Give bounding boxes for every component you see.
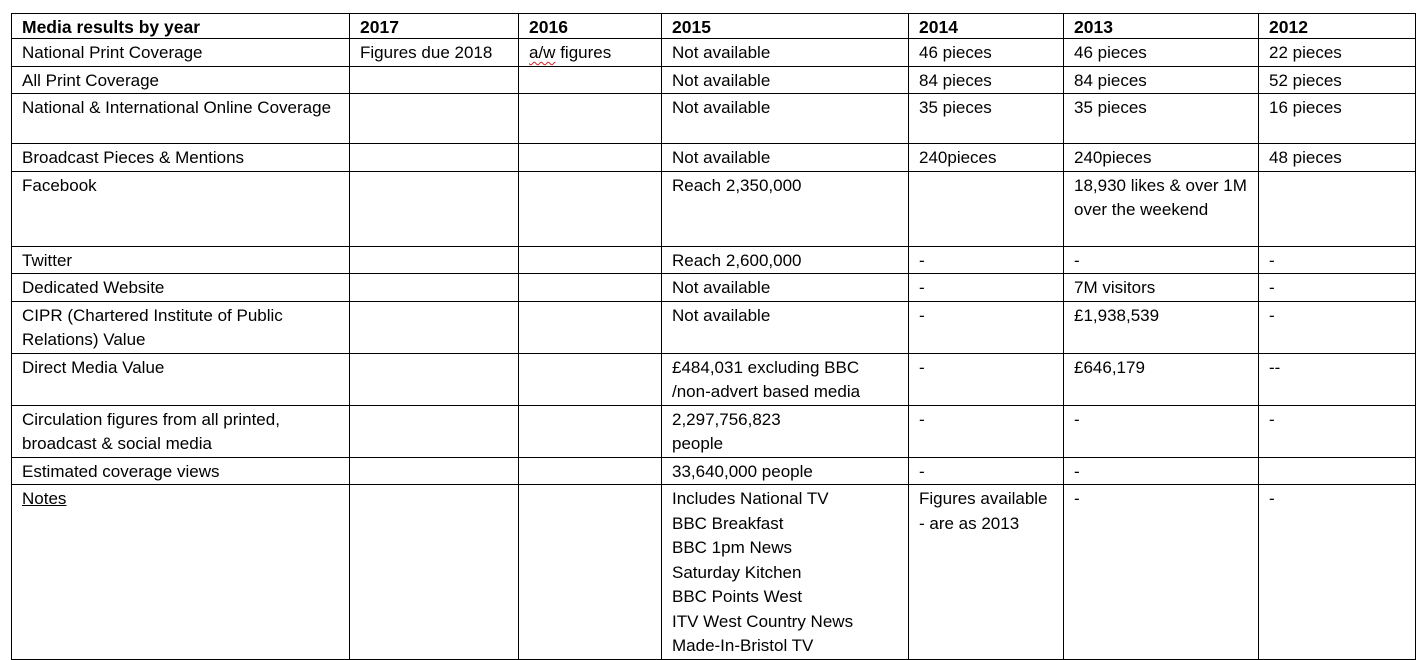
table-row bbox=[12, 66, 1416, 94]
cell-text: - bbox=[1074, 250, 1080, 270]
cell-2014 bbox=[909, 171, 1064, 246]
cell-text: - bbox=[919, 357, 925, 377]
year-header-2012: 2012 bbox=[1259, 14, 1416, 39]
table-row bbox=[12, 144, 1416, 172]
cell-2014 bbox=[909, 274, 1064, 302]
cell-2013 bbox=[1064, 485, 1259, 660]
year-header-2017: 2017 bbox=[350, 14, 519, 39]
cell-2012 bbox=[1259, 144, 1416, 172]
cell-2015 bbox=[662, 353, 909, 405]
cell-2013 bbox=[1064, 144, 1259, 172]
cell-2013 bbox=[1064, 246, 1259, 274]
row-label: Twitter bbox=[12, 246, 350, 274]
cell-text: 35 pieces bbox=[1074, 98, 1147, 117]
cell-2013 bbox=[1064, 39, 1259, 67]
row-label: CIPR (Chartered Institute of Public Relations) Value bbox=[12, 301, 350, 353]
cell-2015 bbox=[662, 485, 909, 660]
cell-2015 bbox=[662, 457, 909, 485]
cell-2015 bbox=[662, 39, 909, 67]
cell-2015 bbox=[662, 171, 909, 246]
cell-text: BBC 1pm News bbox=[672, 538, 792, 557]
cell-2012 bbox=[1259, 405, 1416, 457]
cell-2015 bbox=[662, 94, 909, 144]
cell-2016 bbox=[519, 405, 662, 457]
row-label: Broadcast Pieces & Mentions bbox=[12, 144, 350, 172]
cell-text: Figures due 2018 bbox=[360, 43, 493, 62]
cell-2012 bbox=[1259, 301, 1416, 353]
cell-2016 bbox=[519, 94, 662, 144]
cell-2017 bbox=[350, 457, 519, 485]
cell-2015 bbox=[662, 246, 909, 274]
cell-2016 bbox=[519, 246, 662, 274]
cell-text: 18,930 likes & over 1M over the weekend bbox=[1074, 175, 1247, 219]
cell-text: - bbox=[1269, 278, 1275, 297]
cell-2016 bbox=[519, 66, 662, 94]
cell-text: 2,297,756,823 bbox=[672, 409, 781, 429]
cell-text: Not available bbox=[672, 305, 771, 325]
cell-2017 bbox=[350, 66, 519, 94]
row-label: Direct Media Value bbox=[12, 353, 350, 405]
table-row bbox=[12, 405, 1416, 457]
cell-2017 bbox=[350, 171, 519, 246]
table-row bbox=[12, 457, 1416, 485]
cell-2016 bbox=[519, 301, 662, 353]
cell-text: Not available bbox=[672, 278, 771, 297]
cell-text: - bbox=[919, 250, 925, 270]
cell-2012 bbox=[1259, 353, 1416, 405]
cell-text: - bbox=[1074, 409, 1080, 429]
header-row bbox=[12, 14, 1416, 39]
cell-text: 48 pieces bbox=[1269, 148, 1342, 167]
cell-2013 bbox=[1064, 457, 1259, 485]
cell-text: 46 pieces bbox=[1074, 43, 1147, 62]
cell-text: - bbox=[1269, 250, 1275, 270]
cell-2013 bbox=[1064, 353, 1259, 405]
cell-2014 bbox=[909, 405, 1064, 457]
cell-text: 240pieces bbox=[919, 148, 997, 167]
cell-text: - bbox=[1074, 489, 1080, 508]
notes-label: Notes bbox=[12, 485, 350, 660]
cell-text: 240pieces bbox=[1074, 148, 1152, 167]
cell-text: -- bbox=[1269, 357, 1281, 377]
spellcheck-marked-text: a/w bbox=[529, 43, 556, 62]
cell-text: £646,179 bbox=[1074, 357, 1145, 377]
row-label: All Print Coverage bbox=[12, 66, 350, 94]
cell-2014 bbox=[909, 353, 1064, 405]
row-label: Circulation figures from all printed, broadcast & social media bbox=[12, 405, 350, 457]
row-label: Dedicated Website bbox=[12, 274, 350, 302]
cell-2012 bbox=[1259, 171, 1416, 246]
cell-2012 bbox=[1259, 66, 1416, 94]
cell-text: Reach 2,600,000 bbox=[672, 250, 802, 270]
cell-text: Includes National TV bbox=[672, 489, 829, 508]
table-row bbox=[12, 246, 1416, 274]
cell-text: ITV West Country News bbox=[672, 611, 854, 631]
cell-text: 84 pieces bbox=[919, 70, 992, 90]
cell-2016 bbox=[519, 274, 662, 302]
cell-text: people bbox=[672, 434, 724, 453]
cell-2015 bbox=[662, 301, 909, 353]
cell-2014 bbox=[909, 246, 1064, 274]
cell-text: 52 pieces bbox=[1269, 70, 1342, 90]
cell-2017 bbox=[350, 94, 519, 144]
cell-2015 bbox=[662, 405, 909, 457]
cell-2017 bbox=[350, 485, 519, 660]
notes-row bbox=[12, 485, 1416, 660]
cell-2014 bbox=[909, 457, 1064, 485]
cell-text: 35 pieces bbox=[919, 98, 992, 117]
table-row bbox=[12, 274, 1416, 302]
cell-text: - bbox=[1269, 305, 1275, 325]
cell-2017 bbox=[350, 353, 519, 405]
cell-2016 bbox=[519, 457, 662, 485]
cell-text: a/w figures bbox=[529, 43, 612, 62]
cell-2013 bbox=[1064, 171, 1259, 246]
row-label: Estimated coverage views bbox=[12, 457, 350, 485]
cell-text: 16 pieces bbox=[1269, 98, 1342, 117]
cell-2017 bbox=[350, 301, 519, 353]
cell-text: - bbox=[919, 461, 925, 481]
cell-2012 bbox=[1259, 246, 1416, 274]
cell-2015 bbox=[662, 66, 909, 94]
cell-text: BBC Points West bbox=[672, 587, 803, 606]
media-results-table bbox=[11, 13, 1416, 660]
cell-text: - bbox=[1074, 461, 1080, 481]
row-label: National Print Coverage bbox=[12, 39, 350, 67]
cell-2017 bbox=[350, 144, 519, 172]
cell-2013 bbox=[1064, 66, 1259, 94]
cell-text: 33,640,000 people bbox=[672, 461, 813, 481]
cell-text: £484,031 excluding BBC /non-advert based media bbox=[672, 357, 861, 401]
cell-text: £1,938,539 bbox=[1074, 305, 1160, 325]
cell-2013 bbox=[1064, 405, 1259, 457]
cell-2015 bbox=[662, 144, 909, 172]
cell-text: Made-In-Bristol TV bbox=[672, 636, 814, 655]
cell-text: Not available bbox=[672, 43, 771, 62]
cell-2012 bbox=[1259, 485, 1416, 660]
table-row bbox=[12, 171, 1416, 246]
cell-text: 84 pieces bbox=[1074, 70, 1147, 90]
cell-2012 bbox=[1259, 39, 1416, 67]
corner-header: Media results by year bbox=[12, 14, 350, 39]
cell-text: - bbox=[919, 278, 925, 297]
cell-2014 bbox=[909, 301, 1064, 353]
cell-2016 bbox=[519, 485, 662, 660]
cell-text: Reach 2,350,000 bbox=[672, 175, 802, 195]
cell-text: BBC Breakfast bbox=[672, 513, 784, 533]
cell-2014 bbox=[909, 39, 1064, 67]
cell-text: - bbox=[919, 305, 925, 325]
cell-text: Not available bbox=[672, 70, 771, 90]
table-row bbox=[12, 39, 1416, 67]
cell-2017 bbox=[350, 246, 519, 274]
table-row bbox=[12, 301, 1416, 353]
cell-2016 bbox=[519, 144, 662, 172]
cell-2014 bbox=[909, 66, 1064, 94]
cell-2012 bbox=[1259, 274, 1416, 302]
cell-text: 7M visitors bbox=[1074, 278, 1156, 297]
table-row bbox=[12, 94, 1416, 144]
year-header-2014: 2014 bbox=[909, 14, 1064, 39]
cell-text: Not available bbox=[672, 148, 771, 167]
cell-text: - bbox=[1269, 489, 1275, 508]
cell-text: Figures available - are as 2013 bbox=[919, 489, 1048, 533]
cell-2013 bbox=[1064, 301, 1259, 353]
table-body bbox=[12, 39, 1416, 660]
cell-2017 bbox=[350, 405, 519, 457]
cell-text: - bbox=[1269, 409, 1275, 429]
cell-2012 bbox=[1259, 457, 1416, 485]
cell-text: - bbox=[919, 409, 925, 429]
row-label: National & International Online Coverage bbox=[12, 94, 350, 144]
cell-2015 bbox=[662, 274, 909, 302]
year-header-2016: 2016 bbox=[519, 14, 662, 39]
year-header-2015: 2015 bbox=[662, 14, 909, 39]
row-label: Facebook bbox=[12, 171, 350, 246]
cell-2014 bbox=[909, 485, 1064, 660]
cell-2017 bbox=[350, 39, 519, 67]
cell-2013 bbox=[1064, 94, 1259, 144]
cell-2016 bbox=[519, 39, 662, 67]
table-row bbox=[12, 353, 1416, 405]
cell-2016 bbox=[519, 171, 662, 246]
year-header-2013: 2013 bbox=[1064, 14, 1259, 39]
cell-text: 46 pieces bbox=[919, 43, 992, 62]
cell-2012 bbox=[1259, 94, 1416, 144]
cell-2014 bbox=[909, 144, 1064, 172]
cell-text: Saturday Kitchen bbox=[672, 562, 802, 582]
cell-2017 bbox=[350, 274, 519, 302]
cell-2016 bbox=[519, 353, 662, 405]
cell-text: 22 pieces bbox=[1269, 43, 1342, 62]
cell-2013 bbox=[1064, 274, 1259, 302]
cell-text: Not available bbox=[672, 98, 771, 117]
cell-2014 bbox=[909, 94, 1064, 144]
